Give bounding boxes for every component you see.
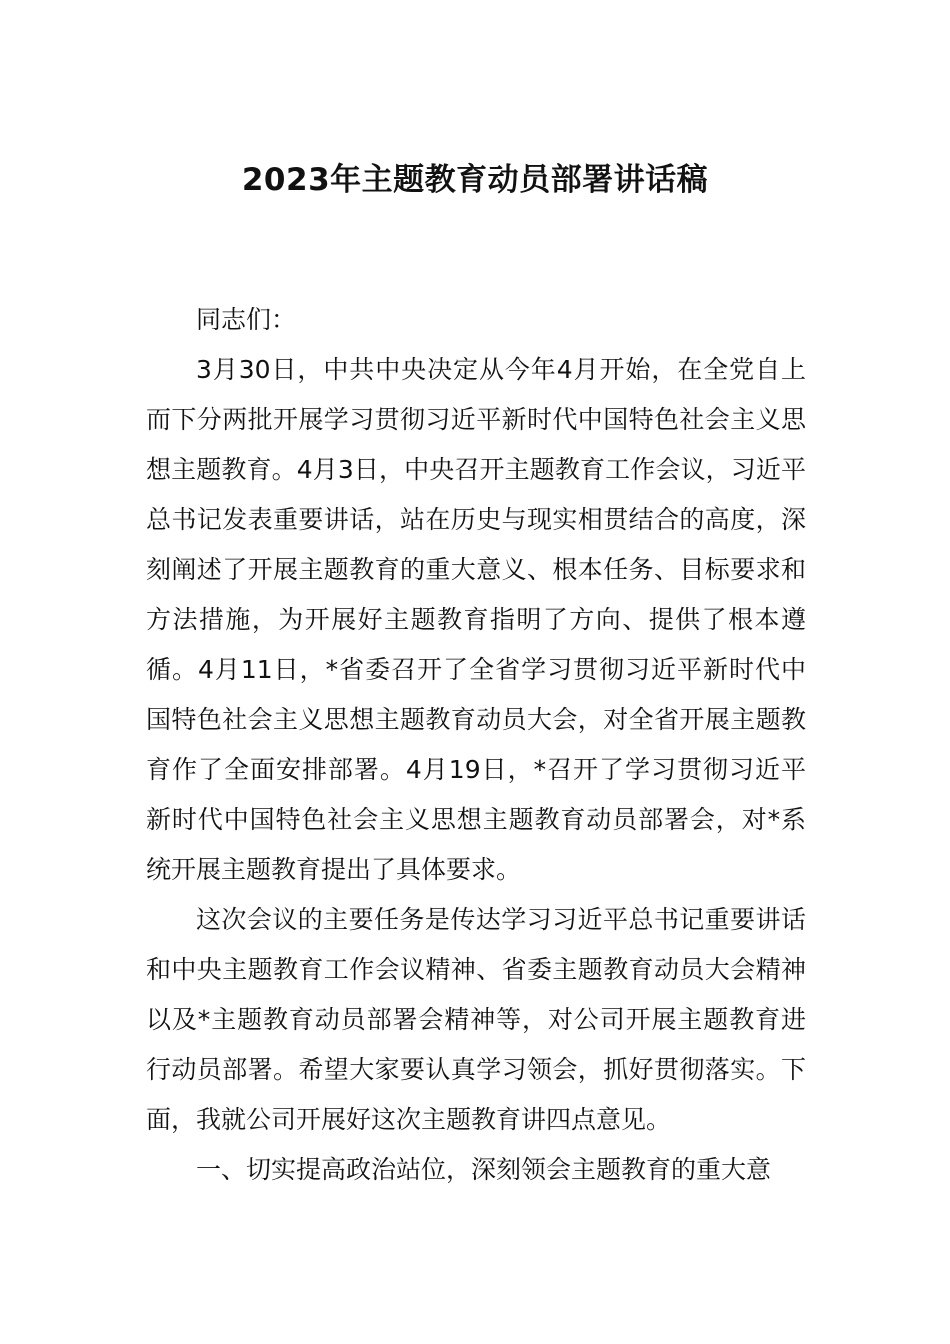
section-heading-1: 一、切实提高政治站位，深刻领会主题教育的重大意 — [196, 1155, 772, 1184]
paragraph-meeting-task: 这次会议的主要任务是传达学习习近平总书记重要讲话和中央主题教育工作会议精神、省委主题教育动员大会精神以及*主题教育动员部署会精神等，对公司开展主题教育进行动员部署。希望大家要认真学习领会，抓好贯彻落实。下面，我就公司开展好这次主题教育讲四点意见。 — [146, 905, 806, 1134]
salutation: 同志们： — [196, 305, 297, 334]
document-title: 2023年主题教育动员部署讲话稿 — [241, 162, 709, 198]
document-body — [146, 295, 806, 1195]
paragraph-background: 3月30日，中共中央决定从今年4月开始，在全党自上而下分两批开展学习贯彻习近平新时代中国特色社会主义思想主题教育。4月3日，中央召开主题教育工作会议，习近平总书记发表重要讲话，站在历史与现实相贯结合的高度，深刻阐述了开展主题教育的重大意义、根本任务、目标要求和方法措施，为开展好主题教育指明了方向、提供了根本遵循。4月11日，*省委召开了全省学习贯彻习近平新时代中国特色社会主义思想主题教育动员大会，对全省开展主题教育作了全面安排部署。4月19日，*召开了学习贯彻习近平新时代中国特色社会主义思想主题教育动员部署会，对*系统开展主题教育提出了具体要求。 — [146, 355, 806, 884]
